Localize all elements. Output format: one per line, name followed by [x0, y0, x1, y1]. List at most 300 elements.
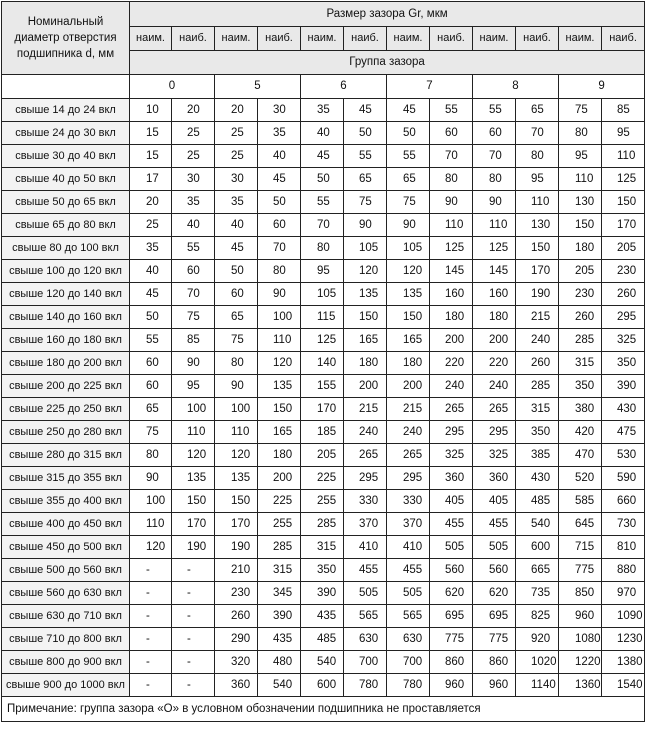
table-row	[2, 237, 645, 260]
max-clearance-cell: 120	[172, 444, 215, 467]
max-clearance-cell: 70	[258, 237, 301, 260]
min-clearance-cell: 35	[130, 237, 172, 260]
table-row	[2, 375, 645, 398]
min-clearance-cell: 160	[473, 283, 516, 306]
max-clearance-cell: 75	[172, 306, 215, 329]
min-clearance-cell: 620	[473, 582, 516, 605]
max-clearance-cell: 70	[430, 145, 473, 168]
max-clearance-cell: 455	[430, 513, 473, 536]
min-clearance-cell: 70	[473, 145, 516, 168]
max-clearance-cell: 970	[602, 582, 645, 605]
group-6-header: 6	[301, 75, 387, 99]
max-clearance-cell: 215	[344, 398, 387, 421]
min-clearance-cell: 45	[387, 99, 430, 122]
max-clearance-cell: 810	[602, 536, 645, 559]
min-clearance-cell: 80	[130, 444, 172, 467]
max-clearance-cell: 180	[430, 306, 473, 329]
diameter-range-label: свыше 180 до 200 вкл	[2, 352, 130, 375]
max-clearance-cell: 45	[344, 99, 387, 122]
max-clearance-cell: 530	[602, 444, 645, 467]
max-clearance-cell: 590	[602, 467, 645, 490]
group-8-header: 8	[473, 75, 559, 99]
max-clearance-cell: 120	[344, 260, 387, 283]
min-clearance-cell: 40	[215, 214, 258, 237]
max-clearance-cell: 620	[430, 582, 473, 605]
diameter-range-label: свыше 315 до 355 вкл	[2, 467, 130, 490]
min-clearance-cell: 145	[473, 260, 516, 283]
max-clearance-cell: 200	[258, 467, 301, 490]
max-clearance-cell: 95	[602, 122, 645, 145]
diameter-range-label: свыше 225 до 250 вкл	[2, 398, 130, 421]
min-clearance-cell: 960	[559, 605, 602, 628]
max-clearance-cell: 390	[258, 605, 301, 628]
max-clearance-cell: 65	[344, 168, 387, 191]
max-clearance-cell: 350	[516, 421, 559, 444]
min-clearance-cell: 205	[559, 260, 602, 283]
diameter-range-label: свыше 500 до 560 вкл	[2, 559, 130, 582]
min-clearance-cell: 60	[130, 352, 172, 375]
max-clearance-cell: 70	[172, 283, 215, 306]
bearing-clearance-table	[1, 1, 645, 722]
max-clearance-cell: 330	[344, 490, 387, 513]
min-clearance-cell: 60	[215, 283, 258, 306]
min-clearance-cell: 360	[215, 674, 258, 697]
min-clearance-cell: 30	[215, 168, 258, 191]
min-clearance-cell: 470	[559, 444, 602, 467]
table-row	[2, 467, 645, 490]
max-subheader: наиб.	[172, 27, 215, 51]
max-clearance-cell: 1090	[602, 605, 645, 628]
max-clearance-cell: 255	[258, 513, 301, 536]
min-clearance-cell: 220	[473, 352, 516, 375]
min-clearance-cell: 40	[301, 122, 344, 145]
min-clearance-cell: 90	[387, 214, 430, 237]
diameter-range-label: свыше 100 до 120 вкл	[2, 260, 130, 283]
max-clearance-cell: 240	[516, 329, 559, 352]
max-clearance-cell: 775	[430, 628, 473, 651]
max-clearance-cell: 165	[344, 329, 387, 352]
max-clearance-cell: 190	[516, 283, 559, 306]
max-clearance-cell: 315	[516, 398, 559, 421]
diameter-range-label: свыше 560 до 630 вкл	[2, 582, 130, 605]
max-clearance-cell: 660	[602, 490, 645, 513]
min-clearance-cell: 55	[301, 191, 344, 214]
max-clearance-cell: 220	[430, 352, 473, 375]
max-clearance-cell: 1140	[516, 674, 559, 697]
diameter-range-label: свыше 120 до 140 вкл	[2, 283, 130, 306]
diameter-range-label: свыше 250 до 280 вкл	[2, 421, 130, 444]
table-row	[2, 283, 645, 306]
min-clearance-cell: 255	[301, 490, 344, 513]
diameter-range-label: свыше 30 до 40 вкл	[2, 145, 130, 168]
table-row	[2, 145, 645, 168]
min-clearance-cell: 560	[473, 559, 516, 582]
table-row	[2, 306, 645, 329]
min-clearance-cell: 505	[387, 582, 430, 605]
max-clearance-cell: 170	[602, 214, 645, 237]
min-clearance-cell: 350	[301, 559, 344, 582]
diameter-range-label: свыше 710 до 800 вкл	[2, 628, 130, 651]
min-subheader: наим.	[215, 27, 258, 51]
max-subheader: наиб.	[516, 27, 559, 51]
min-clearance-cell: 225	[301, 467, 344, 490]
min-clearance-cell: 20	[215, 99, 258, 122]
min-clearance-cell: -	[130, 559, 172, 582]
max-subheader: наиб.	[258, 27, 301, 51]
max-clearance-cell: 390	[602, 375, 645, 398]
min-clearance-cell: 360	[473, 467, 516, 490]
min-clearance-cell: 50	[130, 306, 172, 329]
diameter-range-label: свыше 50 до 65 вкл	[2, 191, 130, 214]
table-row	[2, 99, 645, 122]
max-clearance-cell: 295	[344, 467, 387, 490]
max-clearance-cell: 55	[430, 99, 473, 122]
min-clearance-cell: 50	[387, 122, 430, 145]
min-subheader: наим.	[387, 27, 430, 51]
max-clearance-cell: 325	[430, 444, 473, 467]
min-clearance-cell: 390	[301, 582, 344, 605]
max-clearance-cell: 260	[516, 352, 559, 375]
min-clearance-cell: 285	[559, 329, 602, 352]
min-clearance-cell: 60	[473, 122, 516, 145]
max-clearance-cell: 45	[258, 168, 301, 191]
table-row	[2, 329, 645, 352]
diameter-range-label: свыше 630 до 710 вкл	[2, 605, 130, 628]
max-clearance-cell: 630	[344, 628, 387, 651]
min-clearance-cell: 65	[130, 398, 172, 421]
max-subheader: наиб.	[430, 27, 473, 51]
max-clearance-cell: 30	[258, 99, 301, 122]
diameter-range-label: свыше 450 до 500 вкл	[2, 536, 130, 559]
max-clearance-cell: 110	[430, 214, 473, 237]
diameter-range-label: свыше 40 до 50 вкл	[2, 168, 130, 191]
diameter-range-label: свыше 900 до 1000 вкл	[2, 674, 130, 697]
min-clearance-cell: -	[130, 582, 172, 605]
diameter-range-label: свыше 14 до 24 вкл	[2, 99, 130, 122]
min-clearance-cell: 55	[387, 145, 430, 168]
max-clearance-cell: 170	[172, 513, 215, 536]
min-clearance-cell: 70	[301, 214, 344, 237]
min-clearance-cell: 485	[301, 628, 344, 651]
max-clearance-cell: 170	[516, 260, 559, 283]
min-clearance-cell: 120	[387, 260, 430, 283]
min-clearance-cell: 200	[473, 329, 516, 352]
max-clearance-cell: 485	[516, 490, 559, 513]
table-row	[2, 651, 645, 674]
max-clearance-cell: 285	[516, 375, 559, 398]
min-clearance-cell: 850	[559, 582, 602, 605]
max-clearance-cell: 200	[344, 375, 387, 398]
max-clearance-cell: 25	[172, 145, 215, 168]
table-row	[2, 398, 645, 421]
min-clearance-cell: 45	[215, 237, 258, 260]
min-clearance-cell: 230	[215, 582, 258, 605]
clearance-table-container	[1, 1, 644, 737]
min-clearance-cell: 75	[215, 329, 258, 352]
max-clearance-cell: 35	[172, 191, 215, 214]
max-clearance-cell: 360	[430, 467, 473, 490]
min-clearance-cell: 40	[130, 260, 172, 283]
min-clearance-cell: 75	[559, 99, 602, 122]
diameter-range-label: свыше 160 до 180 вкл	[2, 329, 130, 352]
min-clearance-cell: 150	[215, 490, 258, 513]
min-clearance-cell: 105	[301, 283, 344, 306]
max-clearance-cell: 90	[344, 214, 387, 237]
min-clearance-cell: 295	[473, 421, 516, 444]
max-clearance-cell: 475	[602, 421, 645, 444]
max-clearance-cell: 735	[516, 582, 559, 605]
min-clearance-cell: 100	[130, 490, 172, 513]
max-clearance-cell: 190	[172, 536, 215, 559]
min-clearance-cell: 315	[301, 536, 344, 559]
min-clearance-cell: 15	[130, 122, 172, 145]
min-clearance-cell: 115	[301, 306, 344, 329]
max-clearance-cell: 860	[430, 651, 473, 674]
min-clearance-cell: 55	[130, 329, 172, 352]
max-clearance-cell: 730	[602, 513, 645, 536]
min-clearance-cell: 170	[301, 398, 344, 421]
diameter-range-label: свыше 400 до 450 вкл	[2, 513, 130, 536]
max-clearance-cell: 240	[430, 375, 473, 398]
min-clearance-cell: 25	[215, 145, 258, 168]
table-row	[2, 421, 645, 444]
max-clearance-cell: 455	[344, 559, 387, 582]
min-clearance-cell: 540	[301, 651, 344, 674]
min-clearance-cell: 695	[473, 605, 516, 628]
max-clearance-cell: -	[172, 651, 215, 674]
min-clearance-cell: 90	[215, 375, 258, 398]
max-clearance-cell: 40	[258, 145, 301, 168]
max-subheader: наиб.	[344, 27, 387, 51]
min-clearance-cell: 505	[473, 536, 516, 559]
max-clearance-cell: 880	[602, 559, 645, 582]
group-0-header: 0	[130, 75, 215, 99]
max-clearance-cell: 125	[430, 237, 473, 260]
max-clearance-cell: 60	[430, 122, 473, 145]
max-clearance-cell: 110	[516, 191, 559, 214]
max-clearance-cell: 1230	[602, 628, 645, 651]
max-clearance-cell: 75	[344, 191, 387, 214]
max-clearance-cell: 50	[258, 191, 301, 214]
min-clearance-cell: 205	[301, 444, 344, 467]
min-clearance-cell: 315	[559, 352, 602, 375]
max-clearance-cell: 180	[258, 444, 301, 467]
min-clearance-cell: 1220	[559, 651, 602, 674]
max-clearance-cell: 325	[602, 329, 645, 352]
max-clearance-cell: -	[172, 582, 215, 605]
min-clearance-cell: 125	[473, 237, 516, 260]
min-clearance-cell: 565	[387, 605, 430, 628]
min-clearance-cell: 125	[301, 329, 344, 352]
max-clearance-cell: 80	[516, 145, 559, 168]
table-row	[2, 605, 645, 628]
min-clearance-cell: 45	[301, 145, 344, 168]
max-clearance-cell: 150	[172, 490, 215, 513]
min-subheader: наим.	[301, 27, 344, 51]
max-clearance-cell: 200	[430, 329, 473, 352]
min-clearance-cell: 17	[130, 168, 172, 191]
max-clearance-cell: 110	[258, 329, 301, 352]
min-clearance-cell: 15	[130, 145, 172, 168]
min-clearance-cell: 65	[215, 306, 258, 329]
max-clearance-cell: 560	[430, 559, 473, 582]
max-clearance-cell: 265	[430, 398, 473, 421]
max-clearance-cell: 345	[258, 582, 301, 605]
max-clearance-cell: 180	[344, 352, 387, 375]
max-clearance-cell: 240	[344, 421, 387, 444]
min-clearance-cell: 75	[130, 421, 172, 444]
max-clearance-cell: 135	[258, 375, 301, 398]
max-clearance-cell: -	[172, 674, 215, 697]
max-clearance-cell: 150	[258, 398, 301, 421]
max-clearance-cell: 90	[430, 191, 473, 214]
max-clearance-cell: 120	[258, 352, 301, 375]
max-clearance-cell: 145	[430, 260, 473, 283]
min-clearance-cell: 775	[559, 559, 602, 582]
min-clearance-cell: 45	[130, 283, 172, 306]
min-clearance-cell: 35	[301, 99, 344, 122]
min-clearance-cell: 35	[215, 191, 258, 214]
min-clearance-cell: 1080	[559, 628, 602, 651]
min-clearance-cell: 95	[559, 145, 602, 168]
min-clearance-cell: 150	[387, 306, 430, 329]
min-clearance-cell: 55	[473, 99, 516, 122]
max-clearance-cell: 50	[344, 122, 387, 145]
min-clearance-cell: 240	[473, 375, 516, 398]
min-clearance-cell: 370	[387, 513, 430, 536]
min-clearance-cell: 290	[215, 628, 258, 651]
table-row	[2, 513, 645, 536]
min-clearance-cell: 860	[473, 651, 516, 674]
max-clearance-cell: 825	[516, 605, 559, 628]
min-clearance-cell: 10	[130, 99, 172, 122]
max-clearance-cell: 105	[344, 237, 387, 260]
max-clearance-cell: 1380	[602, 651, 645, 674]
min-clearance-cell: 190	[215, 536, 258, 559]
min-clearance-cell: 585	[559, 490, 602, 513]
max-clearance-cell: 600	[516, 536, 559, 559]
min-clearance-cell: 80	[215, 352, 258, 375]
diameter-range-label: свыше 800 до 900 вкл	[2, 651, 130, 674]
max-clearance-cell: 125	[602, 168, 645, 191]
max-clearance-cell: 110	[172, 421, 215, 444]
max-clearance-cell: 505	[344, 582, 387, 605]
max-clearance-cell: 150	[602, 191, 645, 214]
min-clearance-cell: -	[130, 651, 172, 674]
max-clearance-cell: 35	[258, 122, 301, 145]
min-clearance-cell: 135	[387, 283, 430, 306]
max-clearance-cell: 565	[344, 605, 387, 628]
diameter-range-label: свыше 24 до 30 вкл	[2, 122, 130, 145]
min-clearance-cell: 455	[473, 513, 516, 536]
min-clearance-cell: 645	[559, 513, 602, 536]
min-clearance-cell: 105	[387, 237, 430, 260]
table-row	[2, 444, 645, 467]
min-clearance-cell: 325	[473, 444, 516, 467]
min-clearance-cell: 25	[215, 122, 258, 145]
min-clearance-cell: 165	[387, 329, 430, 352]
max-clearance-cell: 85	[602, 99, 645, 122]
max-clearance-cell: 55	[172, 237, 215, 260]
max-clearance-cell: 95	[172, 375, 215, 398]
max-clearance-cell: 65	[516, 99, 559, 122]
min-clearance-cell: 410	[387, 536, 430, 559]
min-clearance-cell: 715	[559, 536, 602, 559]
max-clearance-cell: 315	[258, 559, 301, 582]
max-clearance-cell: 150	[516, 237, 559, 260]
max-clearance-cell: 435	[258, 628, 301, 651]
min-clearance-cell: 60	[130, 375, 172, 398]
clearance-group-header: Группа зазора	[130, 51, 645, 75]
max-clearance-cell: 540	[516, 513, 559, 536]
group-row-blank-cell	[2, 75, 130, 99]
table-row	[2, 559, 645, 582]
min-clearance-cell: 180	[473, 306, 516, 329]
max-clearance-cell: 700	[344, 651, 387, 674]
max-clearance-cell: 350	[602, 352, 645, 375]
min-clearance-cell: 110	[215, 421, 258, 444]
max-clearance-cell: 780	[344, 674, 387, 697]
max-clearance-cell: 110	[602, 145, 645, 168]
min-clearance-cell: 265	[473, 398, 516, 421]
max-clearance-cell: -	[172, 559, 215, 582]
min-clearance-cell: 230	[559, 283, 602, 306]
max-clearance-cell: 25	[172, 122, 215, 145]
table-row	[2, 191, 645, 214]
max-clearance-cell: 1540	[602, 674, 645, 697]
table-row	[2, 352, 645, 375]
table-body	[2, 99, 645, 697]
diameter-range-label: свыше 65 до 80 вкл	[2, 214, 130, 237]
max-clearance-cell: 405	[430, 490, 473, 513]
min-clearance-cell: 120	[130, 536, 172, 559]
max-clearance-cell: 430	[516, 467, 559, 490]
max-clearance-cell: 70	[516, 122, 559, 145]
min-clearance-cell: -	[130, 605, 172, 628]
max-clearance-cell: 430	[602, 398, 645, 421]
max-clearance-cell: -	[172, 628, 215, 651]
max-clearance-cell: 540	[258, 674, 301, 697]
max-clearance-cell: 370	[344, 513, 387, 536]
min-clearance-cell: 455	[387, 559, 430, 582]
min-clearance-cell: 960	[473, 674, 516, 697]
max-clearance-cell: 135	[344, 283, 387, 306]
diameter-range-label: свыше 280 до 315 вкл	[2, 444, 130, 467]
min-clearance-cell: 95	[301, 260, 344, 283]
min-clearance-cell: 130	[559, 191, 602, 214]
min-clearance-cell: 420	[559, 421, 602, 444]
min-clearance-cell: 200	[387, 375, 430, 398]
diameter-range-label: свыше 140 до 160 вкл	[2, 306, 130, 329]
max-clearance-cell: 295	[602, 306, 645, 329]
table-row	[2, 168, 645, 191]
max-clearance-cell: 265	[344, 444, 387, 467]
min-clearance-cell: 170	[215, 513, 258, 536]
max-clearance-cell: -	[172, 605, 215, 628]
diameter-column-header: Номинальный диаметр отверстия подшипника d, мм	[2, 2, 130, 75]
max-clearance-cell: 30	[172, 168, 215, 191]
min-clearance-cell: 155	[301, 375, 344, 398]
min-clearance-cell: 150	[559, 214, 602, 237]
max-clearance-cell: 60	[258, 214, 301, 237]
max-clearance-cell: 130	[516, 214, 559, 237]
min-clearance-cell: 265	[387, 444, 430, 467]
min-subheader: наим.	[473, 27, 516, 51]
clearance-size-header: Размер зазора Gr, мкм	[130, 2, 645, 27]
max-clearance-cell: 385	[516, 444, 559, 467]
min-clearance-cell: 80	[301, 237, 344, 260]
table-row	[2, 214, 645, 237]
